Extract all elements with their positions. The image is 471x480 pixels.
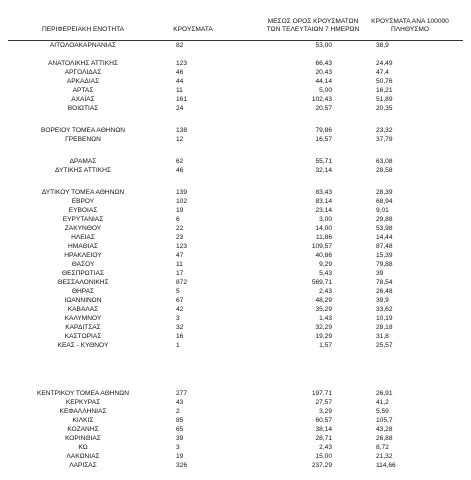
per-100000-value: 16,21 — [376, 87, 393, 94]
table-row — [0, 224, 471, 233]
cases-value: 42 — [176, 306, 184, 313]
table-row — [0, 425, 471, 434]
seven-day-average-value: 2,43 — [319, 444, 332, 451]
region-name: ΑΡΤΑΣ — [72, 87, 94, 94]
region-name: ΕΒΡΟΥ — [71, 198, 95, 205]
cases-value: 19 — [176, 453, 184, 460]
cases-value: 102 — [176, 198, 188, 205]
per-100000-value: 14,44 — [376, 234, 393, 241]
table-row — [0, 251, 471, 260]
table-row — [0, 332, 471, 341]
header-cases: ΚΡΟΥΣΜΑΤΑ — [173, 26, 213, 33]
table-row — [0, 215, 471, 224]
header-per-line-2: ΠΛΗΘΥΣΜΟ — [391, 25, 429, 33]
region-name: ΑΝΑΤΟΛΙΚΗΣ ΑΤΤΙΚΗΣ — [48, 60, 118, 67]
region-name: ΗΛΕΙΑΣ — [71, 234, 95, 241]
per-100000-value: 21,32 — [376, 453, 393, 460]
seven-day-average-value: 15,00 — [315, 453, 332, 460]
region-name: ΛΑΚΩΝΙΑΣ — [66, 453, 100, 460]
group-spacer — [0, 113, 471, 126]
per-100000-value: 25,57 — [376, 342, 393, 349]
per-100000-value: 8,72 — [376, 444, 389, 451]
seven-day-average-value: 5,00 — [319, 87, 332, 94]
per-100000-value: 33,62 — [376, 306, 393, 313]
region-name: ΚΟΡΙΝΘΙΑΣ — [65, 435, 101, 442]
table-row — [0, 188, 471, 197]
seven-day-average-value: 66,43 — [315, 60, 332, 67]
region-name: ΘΑΣΟΥ — [71, 261, 95, 268]
seven-day-average-value: 60,57 — [315, 417, 332, 424]
cases-value: 138 — [176, 127, 188, 134]
seven-day-average-value: 102,43 — [311, 96, 332, 103]
region-name: ΚΑΣΤΟΡΙΑΣ — [64, 333, 102, 340]
region-name: ΗΡΑΚΛΕΙΟΥ — [64, 252, 102, 259]
table-row — [0, 269, 471, 278]
table-row — [0, 104, 471, 113]
seven-day-average-value: 40,86 — [315, 252, 332, 259]
cases-value: 85 — [176, 417, 184, 424]
seven-day-average-value: 19,29 — [315, 333, 332, 340]
seven-day-average-value: 569,71 — [311, 279, 332, 286]
seven-day-average-value: 44,14 — [315, 78, 332, 85]
cases-value: 2 — [176, 408, 180, 415]
cases-value: 46 — [176, 167, 184, 174]
seven-day-average-value: 55,71 — [315, 158, 332, 165]
cases-value: 16 — [176, 333, 184, 340]
cases-value: 5 — [176, 288, 180, 295]
table-row — [0, 41, 471, 50]
region-name: ΚΕΦΑΛΛΗΝΙΑΣ — [59, 408, 107, 415]
cases-value: 67 — [176, 297, 184, 304]
seven-day-average-value: 237,29 — [311, 462, 332, 469]
per-100000-value: 20,35 — [376, 105, 393, 112]
table-row — [0, 77, 471, 86]
seven-day-average-value: 11,86 — [315, 234, 332, 241]
table-body — [0, 41, 471, 470]
region-name: ΙΩΑΝΝΙΝΩΝ — [64, 297, 102, 304]
cases-value: 12 — [176, 136, 184, 143]
per-100000-value: 24,49 — [376, 60, 393, 67]
table-row — [0, 260, 471, 269]
seven-day-average-value: 197,71 — [311, 390, 332, 397]
table-row — [0, 443, 471, 452]
seven-day-average-value: 20,57 — [315, 105, 332, 112]
cases-value: 123 — [176, 243, 188, 250]
per-100000-value: 26,48 — [376, 288, 393, 295]
region-name: ΑΡΚΑΔΙΑΣ — [66, 78, 100, 85]
seven-day-average-value: 9,29 — [319, 261, 332, 268]
region-name: ΚΑΛΥΜΝΟΥ — [64, 315, 102, 322]
seven-day-average-value: 32,14 — [315, 167, 332, 174]
table-row — [0, 278, 471, 287]
table-row — [0, 86, 471, 95]
table-row — [0, 398, 471, 407]
seven-day-average-value: 83,14 — [315, 198, 332, 205]
cases-value: 139 — [176, 189, 188, 196]
per-100000-value: 47,4 — [376, 69, 389, 76]
region-name: ΔΥΤΙΚΗΣ ΑΤΤΙΚΗΣ — [55, 167, 111, 174]
cases-value: 44 — [176, 78, 184, 85]
table-row — [0, 452, 471, 461]
table-row — [0, 233, 471, 242]
seven-day-average-value: 53,00 — [315, 42, 332, 49]
seven-day-average-value: 28,71 — [315, 435, 332, 442]
table-row — [0, 314, 471, 323]
cases-value: 326 — [176, 462, 188, 469]
region-name: ΔΥΤΙΚΟΥ ΤΟΜΕΑ ΑΘΗΝΩΝ — [41, 189, 125, 196]
per-100000-value: 87,48 — [376, 243, 393, 250]
cases-value: 23 — [176, 234, 184, 241]
seven-day-average-value: 48,29 — [315, 297, 332, 304]
header-per-line-1: ΚΡΟΥΣΜΑΤΑ ΑΝΑ 100000 — [371, 18, 449, 25]
region-name: ΒΟΡΕΙΟΥ ΤΟΜΕΑ ΑΘΗΝΩΝ — [40, 127, 126, 134]
seven-day-average-value: 1,57 — [319, 342, 332, 349]
per-100000-value: 63,08 — [376, 158, 393, 165]
cases-value: 32 — [176, 324, 184, 331]
seven-day-average-value: 27,57 — [315, 399, 332, 406]
seven-day-average-value: 5,43 — [319, 270, 332, 277]
table-row — [0, 197, 471, 206]
cases-value: 47 — [176, 252, 184, 259]
per-100000-value: 38,9 — [376, 42, 389, 49]
cases-value: 46 — [176, 69, 184, 76]
seven-day-average-value: 79,86 — [315, 127, 332, 134]
group-spacer — [0, 175, 471, 188]
table-row — [0, 434, 471, 443]
per-100000-value: 10,19 — [376, 315, 393, 322]
cases-value: 65 — [176, 426, 184, 433]
seven-day-average-value: 38,14 — [315, 426, 332, 433]
header-region: ΠΕΡΙΦΕΡΕΙΑΚΗ ΕΝΟΤΗΤΑ — [41, 26, 125, 33]
per-100000-value: 23,32 — [376, 127, 393, 134]
region-name: ΑΙΤΩΛΟΑΚΑΡΝΑΝΙΑΣ — [49, 42, 117, 49]
per-100000-value: 37,79 — [376, 136, 393, 143]
region-name: ΘΕΣΣΑΛΟΝΙΚΗΣ — [57, 279, 109, 286]
per-100000-value: 5,59 — [376, 408, 389, 415]
table-row — [0, 135, 471, 144]
region-name: ΗΜΑΘΙΑΣ — [68, 243, 98, 250]
cases-value: 1 — [176, 342, 180, 349]
region-name: ΕΥΡΥΤΑΝΙΑΣ — [62, 216, 104, 223]
region-name: ΚΕΑΣ - ΚΥΘΝΟΥ — [57, 342, 109, 349]
region-name: ΚΑΒΑΛΑΣ — [67, 306, 99, 313]
region-name: ΚΕΝΤΡΙΚΟΥ ΤΟΜΕΑ ΑΘΗΝΩΝ — [37, 390, 129, 397]
cases-value: 19 — [176, 207, 184, 214]
cases-value: 6 — [176, 216, 180, 223]
per-100000-value: 28,58 — [376, 167, 393, 174]
region-name: ΔΡΑΜΑΣ — [69, 158, 97, 165]
table-row — [0, 59, 471, 68]
cases-value: 161 — [176, 96, 188, 103]
per-100000-value: 51,89 — [376, 96, 393, 103]
seven-day-average-value: 109,57 — [311, 243, 332, 250]
per-100000-value: 43,28 — [376, 426, 393, 433]
region-name: ΚΑΡΔΙΤΣΑΣ — [65, 324, 101, 331]
per-100000-value: 9,01 — [376, 207, 389, 214]
table-row — [0, 242, 471, 251]
seven-day-average-value: 3,29 — [319, 408, 332, 415]
table-row — [0, 407, 471, 416]
seven-day-average-value: 1,43 — [319, 315, 332, 322]
seven-day-average-value: 3,00 — [319, 216, 332, 223]
cases-value: 11 — [176, 87, 183, 94]
region-name: ΚΕΡΚΥΡΑΣ — [65, 399, 101, 406]
per-100000-value: 78,54 — [376, 279, 393, 286]
per-100000-value: 53,98 — [376, 225, 393, 232]
group-spacer — [0, 144, 471, 157]
seven-day-average-value: 32,29 — [315, 324, 332, 331]
region-name: ΚΩ — [78, 444, 88, 451]
table-row — [0, 126, 471, 135]
table-row — [0, 416, 471, 425]
seven-day-average-value: 83,43 — [315, 189, 332, 196]
table-row — [0, 68, 471, 77]
cases-value: 82 — [176, 42, 184, 49]
cases-value: 24 — [176, 105, 184, 112]
region-name: ΘΕΣΠΡΩΤΙΑΣ — [61, 270, 105, 277]
table-row — [0, 305, 471, 314]
table-row — [0, 95, 471, 104]
region-name: ΘΗΡΑΣ — [71, 288, 95, 295]
table-row — [0, 323, 471, 332]
cases-value: 3 — [176, 444, 180, 451]
region-name: ΓΡΕΒΕΝΩΝ — [65, 136, 101, 143]
table-row — [0, 166, 471, 175]
per-100000-value: 79,88 — [376, 261, 393, 268]
header-avg-line-1: ΜΕΣΟΣ ΟΡΟΣ ΚΡΟΥΣΜΑΤΩΝ — [267, 18, 359, 25]
per-100000-value: 28,39 — [376, 189, 393, 196]
group-spacer — [0, 50, 471, 59]
region-name: ΑΡΓΟΛΙΔΑΣ — [64, 69, 102, 76]
region-name: ΚΟΖΑΝΗΣ — [67, 426, 99, 433]
table-row — [0, 389, 471, 398]
per-100000-value: 28,18 — [376, 324, 393, 331]
cases-value: 62 — [176, 158, 184, 165]
cases-value: 22 — [176, 225, 184, 232]
table-row — [0, 287, 471, 296]
cases-value: 43 — [176, 399, 184, 406]
seven-day-average-value: 2,43 — [319, 288, 332, 295]
per-100000-value: 31,8 — [376, 333, 389, 340]
cases-value: 39 — [176, 435, 184, 442]
table-row — [0, 296, 471, 305]
seven-day-average-value: 16,57 — [315, 136, 332, 143]
cases-value: 872 — [176, 279, 188, 286]
region-name: ΑΧΑΪΑΣ — [71, 96, 95, 103]
per-100000-value: 50,76 — [376, 78, 393, 85]
cases-value: 11 — [176, 261, 183, 268]
per-100000-value: 29,88 — [376, 216, 393, 223]
seven-day-average-value: 23,14 — [315, 207, 332, 214]
region-name: ΖΑΚΥΝΘΟΥ — [64, 225, 102, 232]
per-100000-value: 26,88 — [376, 435, 393, 442]
per-100000-value: 114,66 — [376, 462, 396, 469]
region-name: ΒΟΙΩΤΙΑΣ — [67, 105, 99, 112]
cases-value: 17 — [176, 270, 184, 277]
per-100000-value: 39 — [376, 270, 384, 277]
header-avg-line-2: ΤΩΝ ΤΕΛΕΥΤΑΙΩΝ 7 ΗΜΕΡΩΝ — [266, 25, 360, 33]
cases-value: 3 — [176, 315, 180, 322]
per-100000-value: 26,91 — [376, 390, 393, 397]
table-row — [0, 341, 471, 350]
seven-day-average-value: 20,43 — [315, 69, 332, 76]
per-100000-value: 41,2 — [376, 399, 389, 406]
group-spacer — [0, 350, 471, 389]
cases-value: 277 — [176, 390, 188, 397]
per-100000-value: 68,94 — [376, 198, 393, 205]
header-cases-per-100000 — [360, 18, 460, 33]
table-row — [0, 461, 471, 470]
seven-day-average-value: 14,00 — [315, 225, 332, 232]
table-row — [0, 157, 471, 166]
per-100000-value: 15,39 — [376, 252, 393, 259]
region-name: ΛΑΡΙΣΑΣ — [69, 462, 97, 469]
per-100000-value: 39,9 — [376, 297, 389, 304]
seven-day-average-value: 35,29 — [315, 306, 332, 313]
region-name: ΕΥΒΟΙΑΣ — [68, 207, 98, 214]
region-name: ΚΙΛΚΙΣ — [72, 417, 94, 424]
per-100000-value: 105,7 — [376, 417, 393, 424]
table-row — [0, 206, 471, 215]
cases-value: 123 — [176, 60, 188, 67]
